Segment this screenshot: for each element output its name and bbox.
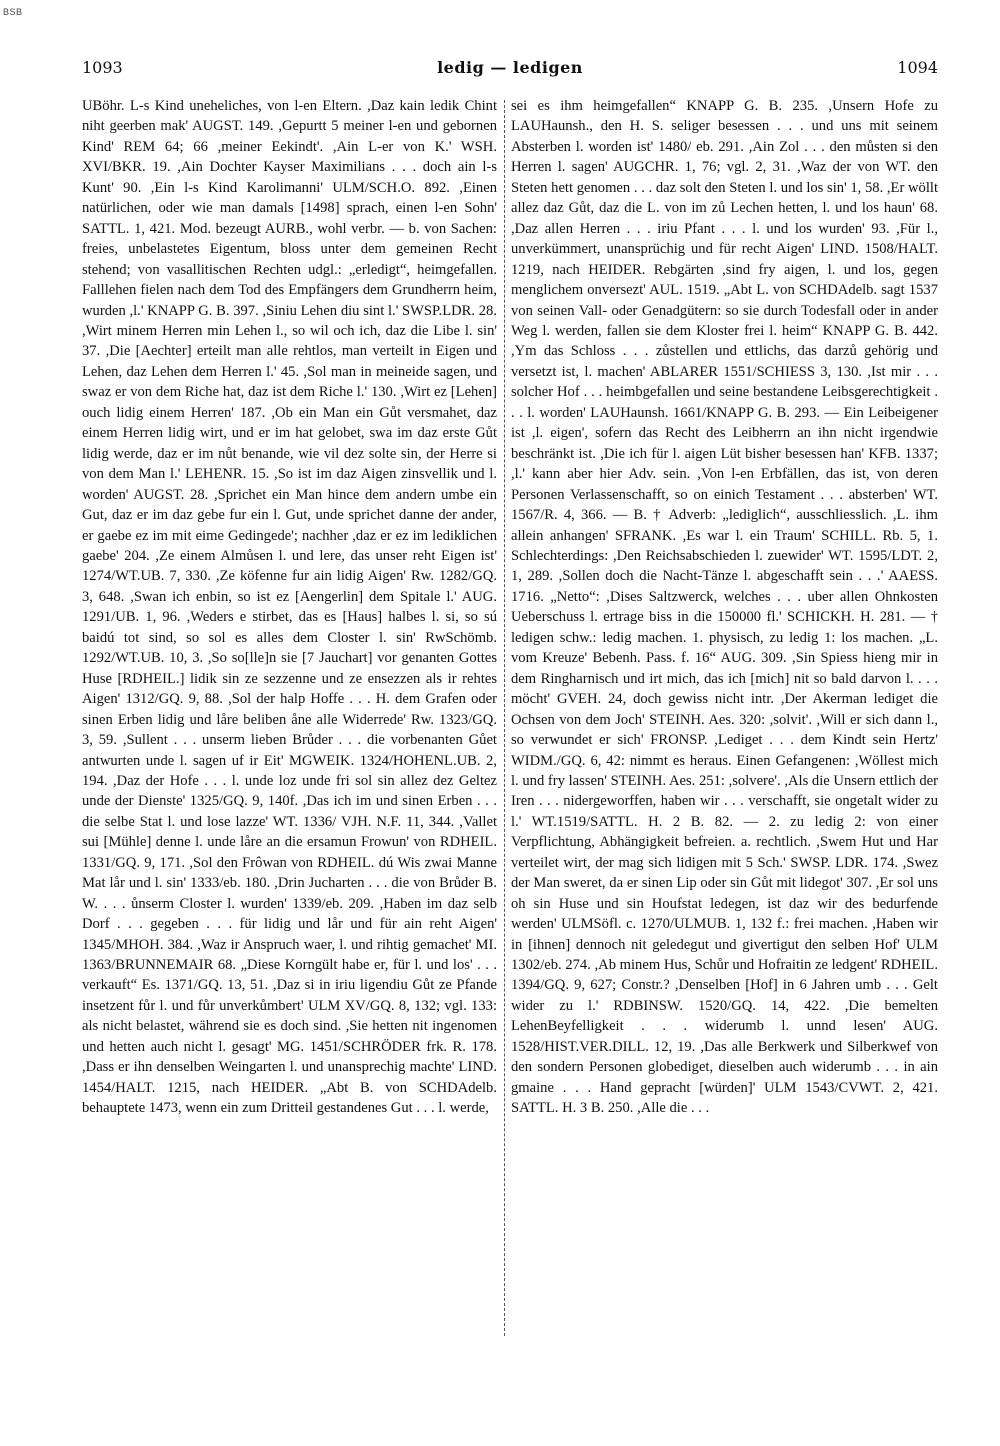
running-title: ledig — ledigen — [437, 58, 583, 77]
library-stamp: BSB — [3, 7, 23, 17]
text-column-right — [511, 96, 938, 1336]
text-column-left — [82, 96, 497, 1336]
page-number-left: 1093 — [82, 58, 123, 77]
page-header — [82, 58, 938, 82]
right-column-text: sei es ihm heimgefallen“ KNAPP G. B. 235. ,Unsern Hofe zu LAUHaunsh., den H. S. seliger besessen . . . und uns mit seinem Absterben l. worden ist' 1480/ eb. 291. ,Ain Zol . . . den můsten si den Herren l. sagen' AUGCHR. 1, 76; vgl. 2, 31. ,Waz der von WT. den Steten hett genomen . . . daz solt den Steten l. und los sin' 1, 58. ,Er wöllt allez daz Gůt, daz die L. von im zů Lechen hetten, l. und los haun' 68. ,Daz allen Herren . . . iriu Pfant . . . l. und los wurden' 93. ,Für l., unverkümmert, unansprüchig und für recht Aigen' LIND. 1508/HALT. 1219, nach HEIDER. Rebgärten ,sind fry aigen, l. und los, gegen menglichem onversezt' AUL. 1519. „Abt L. von SCHDAdelb. sagt 1537 von seinen Vall- oder Genadgütern: so sie durch Todesfall oder in ander Weg l. werden, fallen sie dem Kloster frei l. heim“ KNAPP G. B. 442. ,Ym das Schloss . . . zůstellen und ettlichs, das darzů gehörig und versetzt ist, l. machen' ABLARER 1551/SCHIESS 3, 130. ,Ist mir . . . solcher Hof . . . heimbgefallen und seine bestandene Leibsgerechtigkeit . . . l. worden' LAUHaunsh. 1661/KNAPP G. B. 293. — Ein Leibeigener ist ,l. eigen', sofern das Recht des Leibherrn an ihn nicht irgendwie beschränkt ist. ,Die ich für l. aigen Lüt bisher besessen han' KFB. 1337; ,l.' kann aber hier Adv. sein. ,Von l-en Erbfällen, das ist, von deren Personen Verlassenschafft, so on einich Testament . . . absterben' WT. 1567/R. 4, 366. — B. † Adverb: „lediglich“, ausschliesslich. ,L. ihm allein anhangen' SFRANK. ,Es war l. ein Traum' SCHILL. Rb. 5, 1. Schlechterdings: ,Den Reichsabschieden l. zuewider' WT. 1595/LDT. 2, 1, 289. ,Sollen doch die Nacht-Tänze l. abgeschafft sein . . .' AAESS. 1716. „Netto“: ,Dises Saltzwerck, welches . . . uber allen Ohnkosten Ueberschuss l. ertrage biss in die 150000 fl.' SCHICKH. H. 281. — † ledigen schw.: ledig machen. 1. physisch, zu ledig 1: los machen. „L. vom Kreuze' Bebenh. Pass. f. 16“ AUG. 309. ,Sin Spiess hieng mir in dem Ringharnisch und irt mich, das ich [mich] nit so bald darvon l. . . . möcht' GVEH. 24, doch gewiss nicht intr. ,Der Akerman lediget die Ochsen von dem Joch' STEINH. Aes. 320: ,solvit'. ,Will er sich dann l., so verwundet er sich' FRONSP. ,Lediget . . . dem Kindt sein Hertz' WIDM./GQ. 6, 42: nimmt es heraus. Einen Gefangenen: ,Wöllest mich l. und fry lassen' STEINH. Aes. 251: ,solvere'. ,Als die Unsern ettlich der Iren . . . nidergeworffen, haben wir . . . verschafft, sie ongetalt wider zu l.' WT.1519/SATTL. H. 2 B. 82. — 2. zu ledig 2: von einer Verpflichtung, Abhängigkeit befreien. a. rechtlich. ,Swem Hut und Har verteilet wirt, der mag sich lidigen mit 5 Sch.' SWSP. LDR. 174. ,Swez der Man sweret, da er sinen Lip oder sin Gůt mit lidegot' 307. ,Er sol uns oh sin Huse und sin Houfstat ledegen, ist daz wir des bedurfende werden' ULMSöfl. c. 1270/ULMUB. 1, 132 f.: frei machen. ,Haben wir in [ihnen] dennoch nit geledegut und givertigut den selben Hof' ULM 1302/eb. 274. ,Ab minem Hus, Schůr und Hofraitin ze ledgent' RDHEIL. 1394/GQ. 9, 627; Constr.? ,Denselben [Hof] in 6 Jahren umb . . . Gelt wider zu l.' RDBINSW. 1520/GQ. 14, 422. ,Die bemelten LehenBeyfelligkeit . . . widerumb l. unnd lesen' AUG. 1528/HIST.VER.DILL. 12, 19. ,Das alle Berkwerk und Silberkwef von den sondern Personen globediget, dieselben auch widerumb . . . in ain gmaine . . . Hand gepracht [würden]' ULM 1543/CVWT. 2, 421. SATTL. H. 3 B. 250. ,Alle die . . . — [511, 98, 938, 1117]
left-column-text: UBöhr. L-s Kind uneheliches, von l-en Eltern. ,Daz kain ledik Chint niht geerben mak' AUGST. 149. ,Gepurtt 5 meiner l-en und gebornen Kind' REM 64; 66 ,meiner Eekindt'. ,Ain L-er von K.' WSH. XVI/BKR. 19. ,Ain Dochter Kayser Maximilians . . . doch ain l-s Kunt' 90. ,Ein l-s Kind Karolimanni' ULM/SCH.O. 892. ,Einen natürlichen, oder wie man damals [1498] sprach, einen l-en Sohn' SATTL. 1, 421. Mod. bezeugt AURB., wohl verbr. — b. von Sachen: freies, unbelastetes Eigentum, bloss unter dem gemeinen Recht stehend; von vasallitischen Rechten udgl.: „erledigt“, heimgefallen. Falllehen fielen nach dem Tod des Empfängers dem Grundherrn heim, wurden ,l.' KNAPP G. B. 397. ,Siniu Lehen diu sint l.' SWSP.LDR. 28. ,Wirt minem Herren min Lehen l., so wil och ich, daz die Libe l. sin' 37. ,Die [Aechter] erteilt man alle rehtlos, man verteilt in Eigen und Lehen, daz Lehen dem Herren l.' 45. ,Sol man in meineide sagen, und swaz er von dem Riche hat, daz ist dem Riche l.' 130. ,Wirt ez [Lehen] ouch lidig einem Herren' 187. ,Ob ein Man ein Gůt versmahet, daz einem Herren lidig wirt, und er im hat gelobet, swa im daz erste Gůt lidig werde, daz er im nůt benande, wie vil dez solte sin, der Herre si von dem Man l.' LEHENR. 15. ,So ist im daz Aigen zinsvellik und l. worden' AUGST. 28. ,Sprichet ein Man hince dem andern umbe ein Gut, daz er im daz gebe fur ein l. Gut, unde sprichet danne der ander, er gaebe ez im mit eime Gedingede'; nachher ,daz er ez im lediklichen gaebe' 204. ,Ze einem Almůsen l. und lere, das unser reht Eigen ist' 1274/WT.UB. 7, 330. ,Ze köfenne fur ain lidig Aigen' Rw. 1282/GQ. 3, 648. ,Swan ich enbin, so ist ez [Aengerlin] dem Spitale l.' AUG. 1291/UB. 1, 96. ,Weders e stirbet, das es [Haus] halbes l. si, so sú baidú tot sind, so sol es alles dem Closter l. sin' RwSchömb. 1292/WT.UB. 10, 3. ,So so[lle]n sie [7 Jauchart] vor genanten Gottes Huse [RDHEIL.] lidik sin ze sezzenne und ze ensezzen als ir rehtes Aigen' 1312/GQ. 9, 88. ,Sol der halp Hoffe . . . H. dem Grafen oder sinen Erben lidig und låre beliben åne alle Widerrede' Rw. 1323/GQ. 3, 59. ,Sullent . . . unserm lieben Brůder . . . die vorbenanten Gůet antwurten unde l. sagen uf ir Eit' MGWEIK. 1324/HOHENL.UB. 2, 194. ,Daz der Hofe . . . l. unde loz unde fri sol sin allez dez Geltez unde der Dienste' 1325/GQ. 9, 140f. ,Das ich im und sinen Erben . . . die selbe Stat l. und lose lazze' WT. 1336/ VJH. N.F. 11, 344. ,Vallet sui [Mühle] denne l. unde låre an die ersamun Frowun' von RDHEIL. 1331/GQ. 9, 171. ,Sol den Frôwan von RDHEIL. dú Wis zwai Manne Mat lår und l. sin' 1333/eb. 180. ,Drin Jucharten . . . die von Brůder B. W. . . . ůnserm Closter l. wurden' 1339/eb. 209. ,Haben im daz selb Dorf . . . gegeben . . . für lidig und lår und für ain reht Aigen' 1345/MHOH. 384. ,Waz ir Anspruch waer, l. und rihtig gemachet' MI. 1363/BRUNNEMAIR 68. „Diese Korngült habe er, für l. und los' . . . verkauft“ Es. 1371/GQ. 13, 51. ,Daz si in iriu ligendiu Gůt ze Pfande insetzent fůr l. und fůr unverkůmbert' ULM XV/GQ. 8, 132; vgl. 133: als nicht belastet, während sie es doch sind. ,Sie hetten nit ingenomen und hetten auch nicht l. gesagt' MG. 1451/SCHRÖDER frk. R. 178. ,Dass er ihn denselben Weingarten l. und unansprechig machte' LIND. 1454/HALT. 1215, nach HEIDER. „Abt B. von SCHDAdelb. behauptete 1473, wenn ein zum Dritteil gestandenes Gut . . . l. werde, — [82, 98, 497, 1117]
column-divider — [504, 100, 505, 1336]
page-number-right: 1094 — [897, 58, 938, 77]
